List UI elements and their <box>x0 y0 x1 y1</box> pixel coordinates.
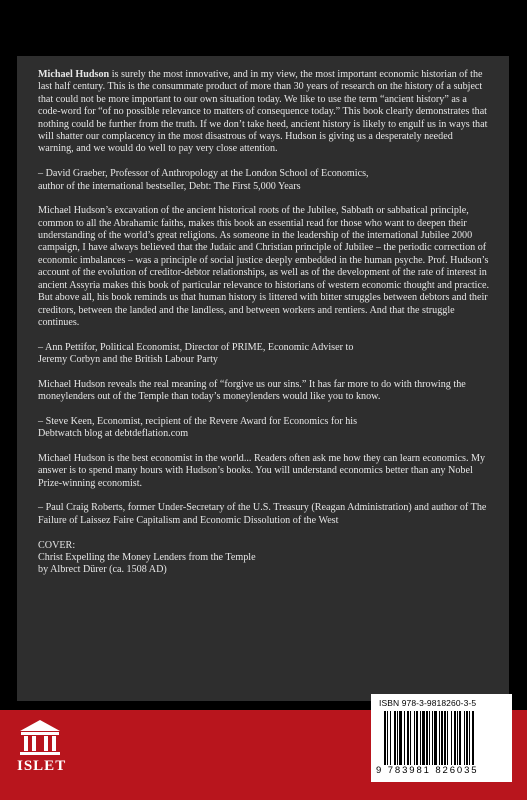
isbn-label: ISBN 978-3-9818260-3-5 <box>379 698 477 708</box>
barcode <box>383 711 505 765</box>
blurb-pettifor: Michael Hudson’s excavation of the ancient historical roots of the Jubilee, Sabbath or sabbatical principle, common to all the Abrahamic faiths, makes this book an essential read for those who want to deepen their understanding of the world’s great religions. As someone in the leadership of the international Jubilee 2000 campaign, I have always believed that the Judaic and Christian principle of Jubilee – the periodic correction of economic imbalances – was a principle of social justice deeply embedded in the human psyche. Prof. Hudson’s account of the evolution of creditor-debtor relationships, as well as of the development of the rate of interest in ancient Assyria makes this book of particular relevance to historians of western economic thought and practice. But above all, his book reminds us that human history is littered with bitter struggles between debtors and their creditors, between the landed and the landless, and between workers and rentiers. And that the struggle continues. <box>38 205 489 328</box>
blurb-lead-name: Michael Hudson <box>38 69 110 80</box>
attribution-line: – Ann Pettifor, Political Economist, Director of PRIME, Economic Adviser to <box>38 341 354 353</box>
islet-building-icon <box>18 718 62 758</box>
attribution-keen <box>38 416 490 441</box>
blurb-graeber <box>38 69 490 156</box>
blurb-roberts: Michael Hudson is the best economist in the world... Readers often ask me how they can learn economics. My answer is to spend many hours with Hudson’s books. You will understand economics better than any Nobel Prize-winning economist. <box>38 452 486 489</box>
cover-credit-artist: by Albrect Dürer (ca. 1508 AD) <box>38 564 167 576</box>
attribution-roberts: – Paul Craig Roberts, former Under-Secretary of the U.S. Treasury (Reagan Administration) and author of The Failure of Laissez Faire Capitalism and Economic Dissolution of the West <box>38 502 487 526</box>
attribution-graeber <box>38 168 490 193</box>
barcode-number: 9 783981 826035 <box>376 765 479 776</box>
attribution-pettifor <box>38 342 490 367</box>
blurb-keen: Michael Hudson reveals the real meaning of “forgive us our sins.” It has far more to do with throwing the moneylenders out of the Temple than today’s moneylenders would like you to know. <box>38 378 466 403</box>
blurbs-section <box>38 69 490 589</box>
cover-credit-title: Christ Expelling the Money Lenders from the Temple <box>38 551 256 563</box>
attribution-line: author of the international bestseller, Debt: The First 5,000 Years <box>38 180 301 192</box>
cover-credit-heading: COVER: <box>38 539 76 551</box>
attribution-line: Jeremy Corbyn and the British Labour Party <box>38 354 218 366</box>
attribution-line: – Steve Keen, Economist, recipient of the Revere Award for Economics for his <box>38 415 358 427</box>
publisher-logo-text: ISLET <box>17 758 67 774</box>
attribution-line: Debtwatch blog at debtdeflation.com <box>38 428 189 440</box>
attribution-line: – David Graeber, Professor of Anthropology at the London School of Economics, <box>38 168 369 180</box>
blurb-text: is surely the most innovative, and in my view, the most important economic historian of the last half century. This is the consummate product of more than 30 years of research on the history of a subject that could not be more important to our own situation today. We like to use the term “ancient history” as a code-word for “of no possible relevance to matters of consequence today.” This book clearly demonstrates that nothing could be further from the truth. If we don’t take heed, ancient history is likely to engulf us in ways that will shatter our complacency in the most disastrous of ways. Hudson is giving us a desperately needed warning, and we would do well to pay very close attention. <box>38 69 488 155</box>
